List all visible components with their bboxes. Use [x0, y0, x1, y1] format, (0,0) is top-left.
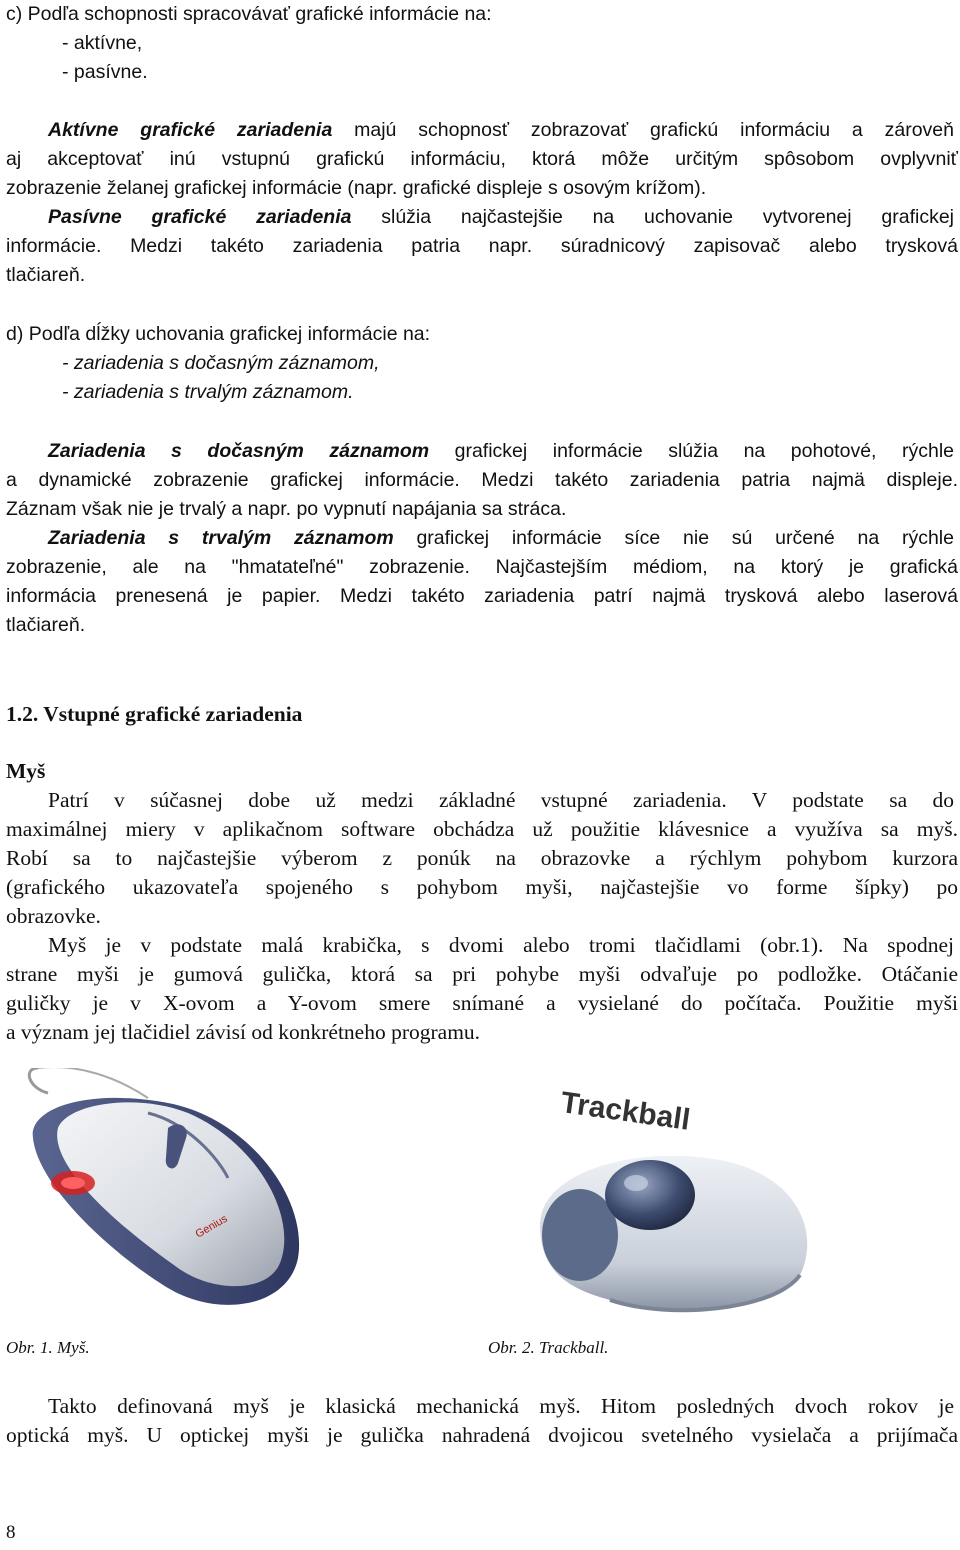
mouse-para2-line-4: a význam jej tlačidiel závisí od konkrétneho programu.: [6, 1020, 481, 1044]
subheading-mouse: Myš: [6, 759, 46, 783]
section-c-item-1: - aktívne,: [62, 32, 143, 54]
permanent-record-line-2: zobrazenie, ale na "hmatateľné" zobrazenie. Najčastejším médiom, na ktorý je grafická: [6, 556, 958, 578]
mouse-para2-line-1: Myš je v podstate malá krabička, s dvomi alebo tromi tlačidlami (obr.1). Na spodnej: [48, 933, 954, 957]
temporary-record-line-2: a dynamické zobrazenie grafickej informácie. Medzi takéto zariadenia patria najmä displeje.: [6, 469, 958, 491]
mouse-para1-line-2: maximálnej miery v aplikačnom software obchádza už použitie klávesnice a využíva sa myš.: [6, 817, 958, 841]
active-devices-line-2: aj akceptovať inú vstupnú grafickú informáciu, ktorá môže určitým spôsobom ovplyvniť: [6, 148, 958, 170]
passive-devices-line-2: informácie. Medzi takéto zariadenia patria napr. súradnicový zapisovač alebo trysková: [6, 235, 958, 257]
trackball-label: Trackball: [558, 1086, 693, 1137]
section-d-item-1: - zariadenia s dočasným záznamom,: [62, 352, 380, 374]
active-devices-line-1: Aktívne grafické zariadenia majú schopnosť zobrazovať grafickú informáciu a zároveň: [48, 119, 954, 141]
temporary-record-line-1: Zariadenia s dočasným záznamom grafickej informácie slúžia na pohotové, rýchle: [48, 440, 954, 462]
figure-2-caption: Obr. 2. Trackball.: [488, 1338, 609, 1357]
mouse-para1-line-5: obrazovke.: [6, 904, 101, 928]
section-c-item-2: - pasívne.: [62, 61, 148, 83]
optical-para-line-2: optická myš. U optickej myši je gulička nahradená dvojicou svetelného vysielača a prijímača: [6, 1423, 958, 1447]
active-devices-line-3: zobrazenie želanej grafickej informácie (napr. grafické displeje s osovým krížom).: [6, 177, 707, 199]
mouse-para1-line-3: Robí sa to najčastejšie výberom z ponúk na obrazovke a rýchlym pohybom kurzora: [6, 846, 958, 870]
trackball-image: [520, 1075, 840, 1325]
mouse-para2-line-2: strane myši je gumová gulička, ktorá sa pri pohybe myši odvaľuje po podložke. Otáčanie: [6, 962, 958, 986]
optical-para-line-1: Takto definovaná myš je klasická mechanická myš. Hitom posledných dvoch rokov je: [48, 1394, 954, 1418]
section-heading: 1.2. Vstupné grafické zariadenia: [6, 702, 303, 726]
section-d-heading: d) Podľa dĺžky uchovania grafickej informácie na:: [6, 323, 431, 345]
temporary-record-line-3: Záznam však nie je trvalý a napr. po vypnutí napájania sa stráca.: [6, 498, 567, 520]
svg-text:Genius: Genius: [193, 1212, 230, 1241]
page-number: 8: [6, 1522, 16, 1543]
figure-1-caption: Obr. 1. Myš.: [6, 1338, 90, 1357]
section-c-heading: c) Podľa schopnosti spracovávať grafické informácie na:: [6, 3, 492, 25]
mouse-para1-line-1: Patrí v súčasnej dobe už medzi základné vstupné zariadenia. V podstate sa do: [48, 788, 954, 812]
passive-devices-line-3: tlačiareň.: [6, 264, 86, 286]
mouse-image: [18, 1068, 348, 1328]
permanent-record-line-4: tlačiareň.: [6, 614, 86, 636]
mouse-para1-line-4: (grafického ukazovateľa spojeného s pohybom myši, najčastejšie vo forme šípky) po: [6, 875, 958, 899]
permanent-record-line-1: Zariadenia s trvalým záznamom grafickej informácie síce nie sú určené na rýchle: [48, 527, 954, 549]
mouse-para2-line-3: guličky je v X-ovom a Y-ovom smere snímané a vysielané do počítača. Použitie myši: [6, 991, 958, 1015]
permanent-record-line-3: informácia prenesená je papier. Medzi takéto zariadenia patrí najmä trysková alebo laserová: [6, 585, 958, 607]
section-d-item-2: - zariadenia s trvalým záznamom.: [62, 381, 354, 403]
passive-devices-line-1: Pasívne grafické zariadenia slúžia najčastejšie na uchovanie vytvorenej grafickej: [48, 206, 955, 228]
